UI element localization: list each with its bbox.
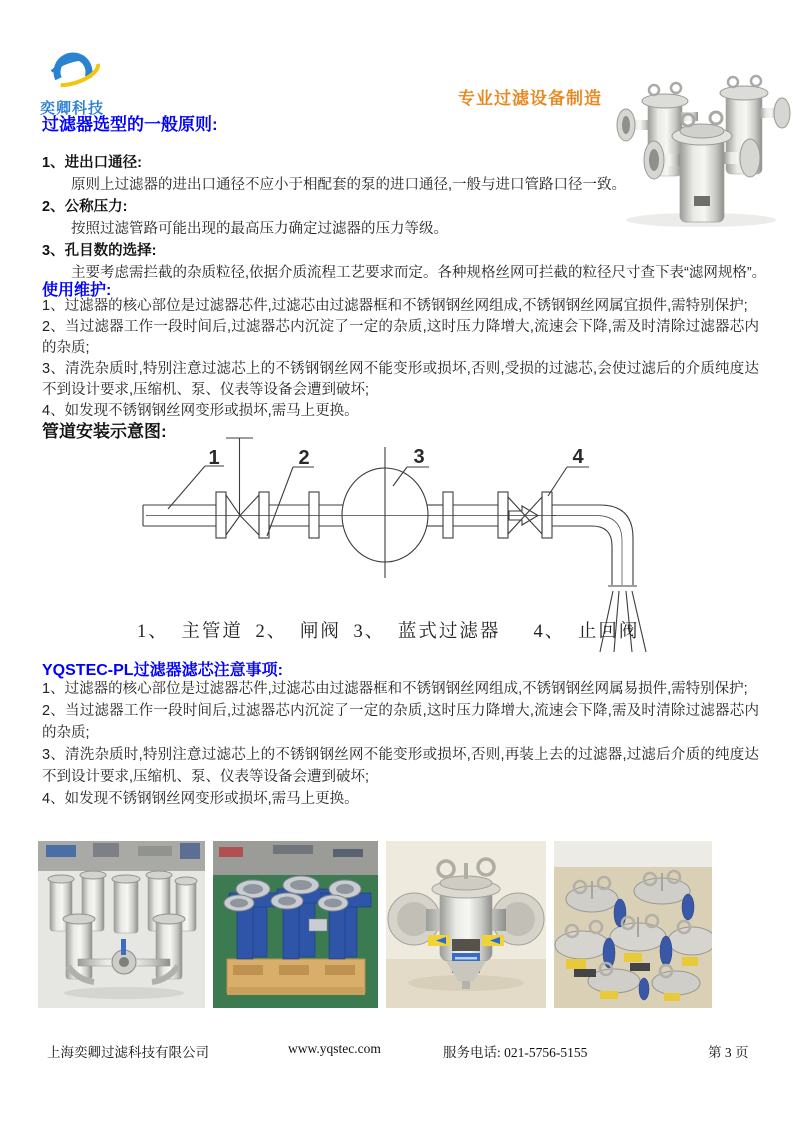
rule-3-heading: 3、孔目数的选择: <box>42 243 157 259</box>
company-logo-globe-icon <box>40 46 106 98</box>
blue-strainer-group <box>224 876 371 959</box>
rule-3-body: 主要考虑需拦截的杂质粒径,依据介质流程工艺要求而定。各种规格丝网可拦截的粒径尺寸查下表“滤网规格”。 <box>71 265 767 281</box>
rule-2-heading: 2、公称压力: <box>42 199 128 215</box>
diagram-callout-1: 1 <box>208 447 220 469</box>
notice-item: 3、清洗杂质时,特别注意过滤芯上的不锈钢钢丝网不能变形或损坏,否则,再装上去的过滤器,过滤后介质的纯度达不到设计要求,压缩机、泵、仪表等设备会遭到破坏; <box>42 747 759 785</box>
maintenance-item: 4、如发现不锈钢钢丝网变形或损坏,需马上更换。 <box>42 403 359 419</box>
notice-item: 1、过滤器的核心部位是过滤器芯件,过滤芯由过滤器框和不锈钢钢丝网组成,不锈钢钢丝网属易损件,需特别保护; <box>42 681 748 697</box>
footer-page-number: 第 3 页 <box>708 1045 749 1060</box>
stainless-filters-group-photo <box>554 841 712 1008</box>
blue-basket-strainers-on-pallet-photo <box>213 841 378 1008</box>
stainless-steel-filters-workshop-photo <box>38 841 205 1008</box>
notice-heading: YQSTEC-PL过滤器滤芯注意事项: <box>42 662 283 679</box>
diagram-heading: 管道安装示意图: <box>42 422 167 441</box>
footer-company-name: 上海奕卿过滤科技有限公司 <box>47 1045 209 1060</box>
flange <box>259 492 269 538</box>
maintenance-item: 3、清洗杂质时,特别注意过滤芯上的不锈钢钢丝网不能变形或损坏,否则,受损的过滤芯,会使过滤后的介质纯度达不到设计要求,压缩机、泵、仪表等设备会遭到破坏; <box>42 361 759 398</box>
rule-1-heading: 1、进出口通径: <box>42 155 142 171</box>
page-title: 过滤器选型的一般原则: <box>42 115 218 134</box>
product-photos-row <box>38 841 712 1008</box>
rule-2-body: 按照过滤管路可能出现的最高压力确定过滤器的压力等级。 <box>71 221 448 237</box>
diagram-callout-2: 2 <box>298 447 310 469</box>
flange <box>216 492 226 538</box>
diagram-callout-3: 3 <box>413 446 425 468</box>
maintenance-list <box>42 296 759 422</box>
flange <box>309 492 319 538</box>
flange <box>498 492 508 538</box>
flange <box>542 492 552 538</box>
notice-item: 2、当过滤器工作一段时间后,过滤器芯内沉淀了一定的杂质,这时压力降增大,流速会下降,需及时清除过滤器芯内的杂质; <box>42 703 759 741</box>
rule-1-body: 原则上过滤器的进出口通径不应小于相配套的泵的进口通径,一般与进口管路口径一致。 <box>71 177 627 193</box>
maintenance-item: 1、过滤器的核心部位是过滤器芯件,过滤芯由过滤器框和不锈钢钢丝网组成,不锈钢钢丝网属宜损件,需特别保护; <box>42 298 748 314</box>
diagram-callout-4: 4 <box>572 446 584 468</box>
wooden-pallet <box>227 959 365 995</box>
logo-text: 奕卿科技 <box>40 100 105 117</box>
diagram-caption: 1、 主管道 2、 闸阀 3、 蓝式过滤器 4、 止回阀 <box>137 622 640 642</box>
basket-strainer-product-render <box>606 68 792 230</box>
company-slogan: 专业过滤设备制造 <box>458 89 602 108</box>
gate-valve-symbol <box>226 495 240 535</box>
flange <box>443 492 453 538</box>
maintenance-item: 2、当过滤器工作一段时间后,过滤器芯内沉淀了一定的杂质,这时压力降增大,流速会下降,需及时清除过滤器芯内的杂质; <box>42 319 759 356</box>
notice-item: 4、如发现不锈钢钢丝网变形或损坏,需马上更换。 <box>42 791 359 807</box>
notice-list <box>42 678 759 810</box>
footer-website: www.yqstec.com <box>288 1041 381 1056</box>
stainless-basket-strainer-product-photo <box>386 841 546 1008</box>
maintenance-heading: 使用维护: <box>42 282 112 299</box>
page-footer <box>0 1041 793 1061</box>
footer-service-phone: 服务电话: 021-5756-5155 <box>443 1045 588 1060</box>
